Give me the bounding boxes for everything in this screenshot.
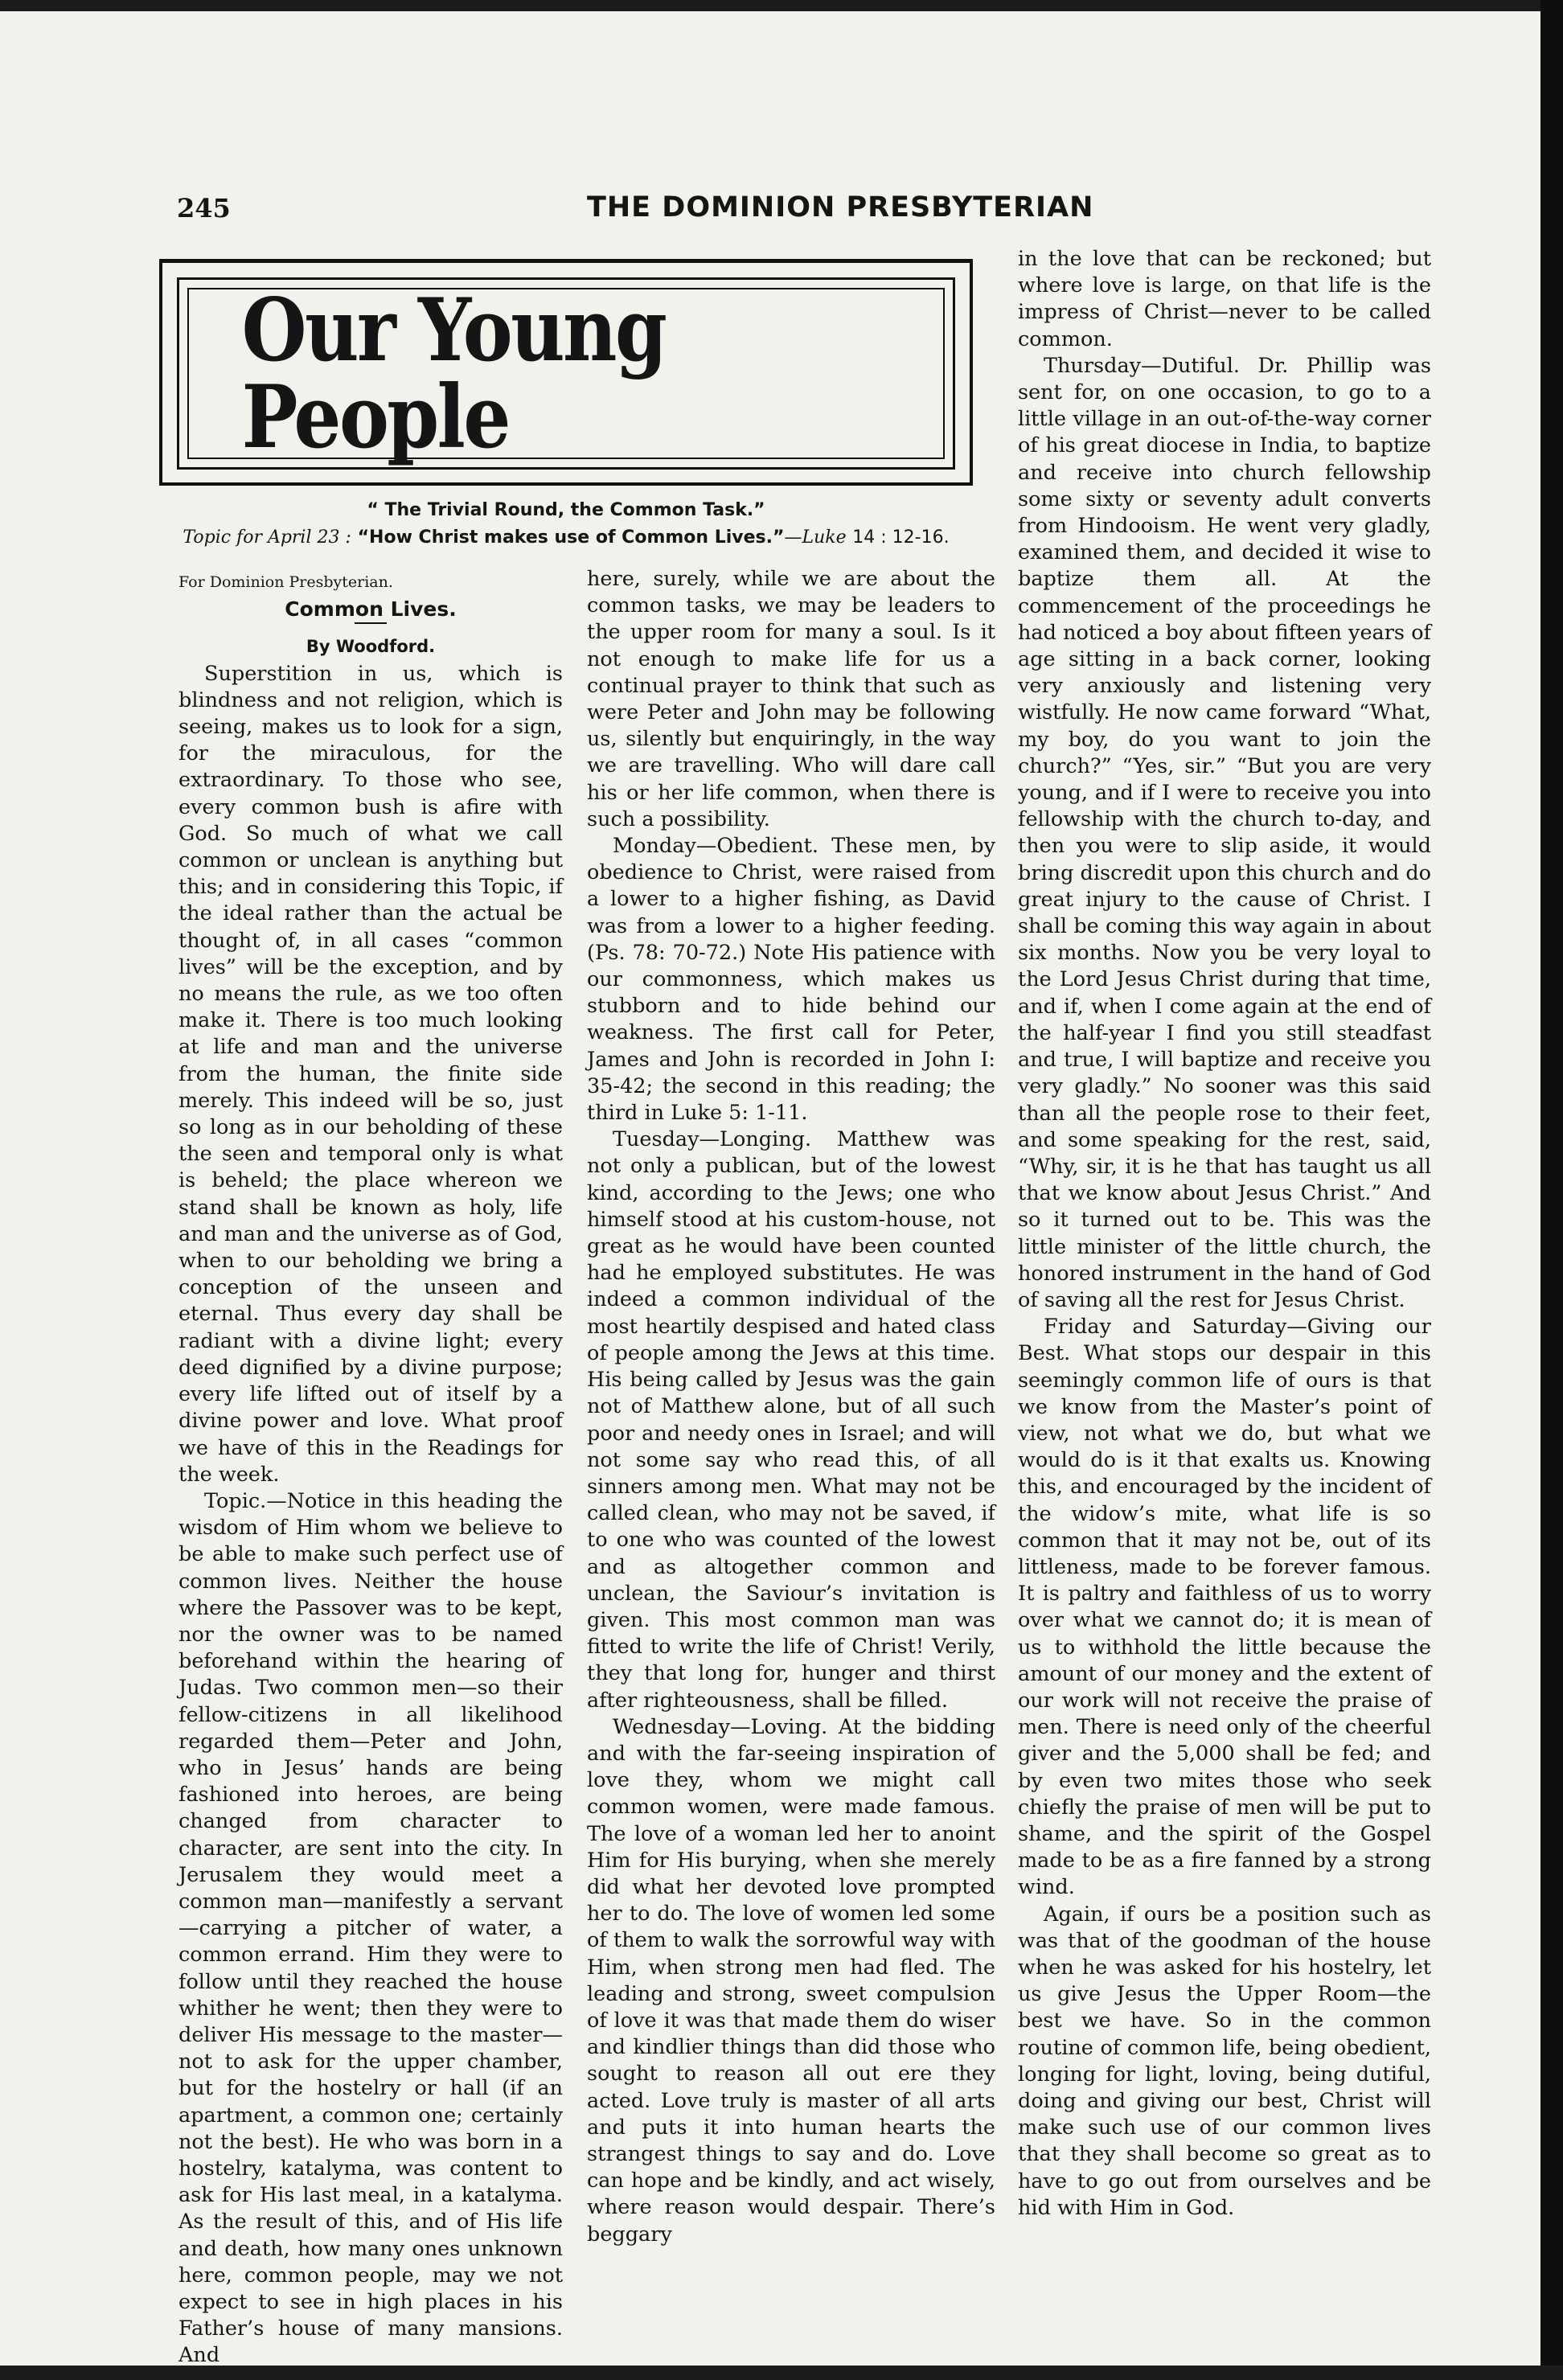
paragraph: Friday and Saturday—Giving our Best. What stops our despair in this seemingly common life of ours is that we know from the Master’s point of view, not what we do, but what we would do is it that exalts us. Knowing this, and encouraged by the incident of the widow’s mite, what life is so common that it may not be, out of its littleness, made to be forever famous. It is paltry and faithless of us to worry over what we cannot do; it is mean of us to withhold the little because the amount of our money and the extent of our work will not receive the praise of men. There is need only of the cheerful giver and the 5,000 shall be fed; and by even two mites those who seek chiefly the praise of men will be put to shame, and the spirit of the Gospel made to be as a fire fanned by a strong wind. xyxy=(1018,1315,1431,1900)
page-number: 245 xyxy=(177,193,231,224)
paragraph: Thursday—Dutiful. Dr. Phillip was sent for, on one occasion, to go to a little village in an out-of-the-way corner of his great diocese in India, to baptize and receive into church fellowship some sixty or seventy adult converts from Hindooism. He went very gladly, examined them, and decided it wise to baptize them all. At the commencement of the proceedings he had noticed a boy about fifteen years of age sitting in a back corner, looking very anxiously and listening very wistfully. He now came forward “What, my boy, do you want to join the church?” “Yes, sir.” “But you are very young, and if I were to receive you into fellowship with the church to-day, and then you were to slip aside, it would bring discredit upon this church and do great injury to the cause of Christ. I shall be coming this way again in about six months. Now you be very loyal to the Lord Jesus Christ during that time, and if, when I come again at the end of the half-year I find you still steadfast and true, I will baptize and receive you very gladly.” No sooner was this said than all the people rose to their feet, and some speaking for the rest, said, “Why, sir, it is he that has taught us all that we know about Jesus Christ.” And so it turned out to be. This was the little minister of the little church, the honored instrument in the hand of God of saving all the rest for Jesus Christ. xyxy=(1018,353,1431,1312)
column-2 xyxy=(587,566,995,2248)
banner-frame xyxy=(177,277,955,470)
page-edge-top xyxy=(0,0,1563,11)
section-motto: “ The Trivial Round, the Common Task.” xyxy=(367,500,765,520)
topic-ref-book: —Luke xyxy=(784,527,847,548)
topic-ref-verse: 14 : 12-16. xyxy=(852,527,950,548)
topic-title: “How Christ makes use of Common Lives.” xyxy=(357,527,785,548)
paragraph: Monday—Obedient. These men, by obedience to Christ, were raised from a lower to a higher fishing, as David was from a lower to a higher feeding. (Ps. 78: 70-72.) Note His patience with our commonness, which makes us stubborn and to hide behind our weakness. The first call for Peter, James and John is recorded in John I: 35-42; the second in this reading; the third in Luke 5: 1-11. xyxy=(587,834,995,1126)
column-3 xyxy=(1018,246,1431,2222)
column-1 xyxy=(178,569,563,2370)
paragraph: Again, if ours be a position such as was that of the goodman of the house when he was asked for his hostelry, let us give Jesus the Upper Room—the best we have. So in the common routine of common life, being obedient, longing for light, loving, being dutiful, doing and giving our best, Christ will make such use of our common lives that they shall become so great as to have to go out from ourselves and be hid with Him in God. xyxy=(1018,1902,1431,2220)
article-title: Common Lives. xyxy=(285,597,457,622)
banner-inner-frame xyxy=(187,279,945,468)
paragraph: Topic.—Notice in this heading the wisdom of Him whom we believe to be able to make such perfect use of common lives. Neither the house where the Passover was to be kept, nor the owner was to be named beforehand within the hearing of Judas. Two common men—so their fellow-citizens in all likelihood regarded them—Peter and John, who in Jesus’ hands are being fashioned into heroes, are being changed from character to character, are sent into the city. In Jerusalem they would meet a common man—manifestly a servant—carrying a pitcher of water, a common errand. Him they were to follow until they reached the house whither he went; then they were to deliver His message to the master—not to ask for the upper chamber, but for the hostelry or hall (if an apartment, a common one; certainly not the best). He who was born in a hostelry, katalyma, was content to ask for His last meal, in a katalyma. As the result of this, and of His life and death, how many ones unknown here, common people, may we not expect to see in high places in his Father’s house of many mansions. And xyxy=(178,1488,563,2368)
page-edge-right xyxy=(1540,0,1563,2380)
publication-title: THE DOMINION PRESBYTERIAN xyxy=(587,191,1094,224)
topic-line xyxy=(159,527,973,548)
paragraph: in the love that can be reckoned; but where love is large, on that life is the impress of Christ—never to be called common. xyxy=(1018,247,1431,351)
article-byline: By Woodford. xyxy=(306,637,436,657)
banner-title: Our Young People xyxy=(241,279,666,468)
paragraph: here, surely, while we are about the common tasks, we may be leaders to the upper room for many a soul. Is it not enough to make life for us a continual prayer to think that such as were Peter and John may be following us, silently but enquiringly, in the way we are travelling. Who will dare call his or her life common, when there is such a possibility. xyxy=(587,567,995,831)
topic-label: Topic for April 23 : xyxy=(183,527,351,548)
section-banner xyxy=(159,259,973,486)
title-rule xyxy=(355,622,387,624)
paragraph: Tuesday—Longing. Matthew was not only a publican, but of the lowest kind, according to the Jews; one who himself stood at his custom-house, not great as he would have been counted had he employed substitutes. He was indeed a common individual of the most heartily despised and hated class of people among the Jews at this time. His being called by Jesus was the gain not of Matthew alone, but of all such poor and needy ones in Israel; and will not some say who read this, of all sinners among men. What may not be called clean, who may not be saved, if to one who was counted of the lowest and as altogether common and unclean, the Saviour’s invitation is given. This most common man was fitted to write the life of Christ! Verily, they that long for, hunger and thirst after righteousness, shall be filled. xyxy=(587,1127,995,1713)
paragraph: Superstition in us, which is blindness and not religion, which is seeing, makes us to look for a sign, for the miraculous, for the extraordinary. To those who see, every common bush is afire with God. So much of what we call common or unclean is anything but this; and in considering this Topic, if the ideal rather than the actual be thought of, in all cases “common lives” will be the exception, and by no means the rule, as we too often make it. There is too much looking at life and man and the universe from the human, the finite side merely. This indeed will be so, just so long as in our beholding of these the seen and temporal only is what is beheld; the place whereon we stand shall be known as holy, life and man and the universe as of God, when to our beholding we bring a conception of the unseen and eternal. Thus every day shall be radiant with a divine light; every deed dignified by a divine purpose; every life lifted out of itself by a divine power and love. What proof we have of this in the Readings for the week. xyxy=(178,661,563,1487)
paragraph: Wednesday—Loving. At the bidding and with the far-seeing inspiration of love they, whom we might call common women, were made famous. The love of a woman led her to anoint Him for His burying, when she merely did what her devoted love prompted her to do. The love of women led some of them to walk the sorrowful way with Him, when strong men had fled. The leading and strong, sweet compulsion of love it was that made them do wiser and kindlier things than did those who sought to reason all out ere they acted. Love truly is master of all arts and puts it into human hearts the strangest things to say and do. Love can hope and be kindly, and act wisely, where reason would despair. There’s beggary xyxy=(587,1714,995,2247)
article-credit: For Dominion Presbyterian. xyxy=(178,573,393,591)
